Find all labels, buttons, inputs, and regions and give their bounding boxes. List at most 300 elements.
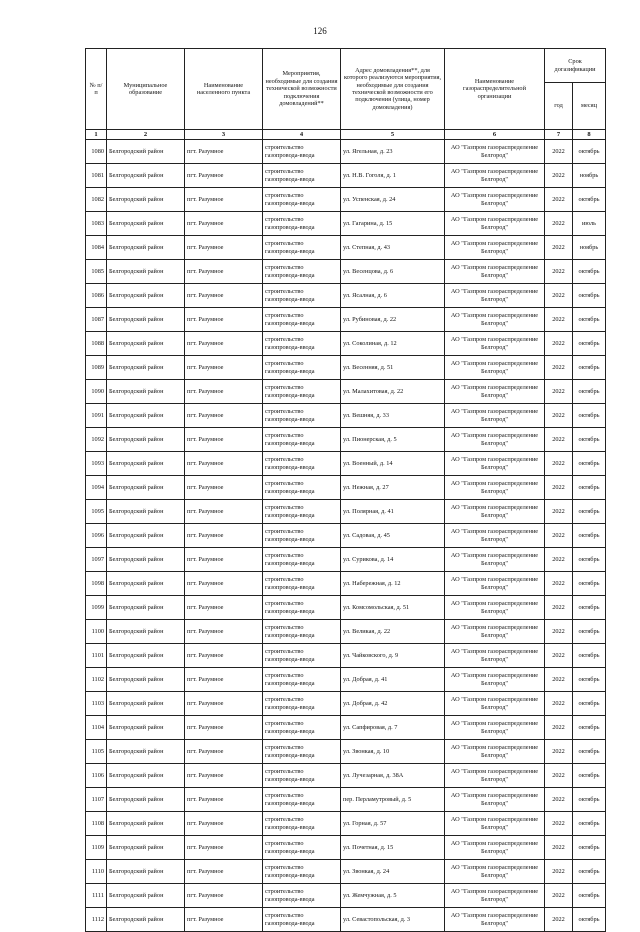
year-cell: 2022	[545, 884, 573, 908]
table-row	[86, 644, 606, 668]
organization-cell: АО "Газпром газораспределение Белгород"	[445, 644, 545, 668]
organization-cell: АО "Газпром газораспределение Белгород"	[445, 692, 545, 716]
organization-cell: АО "Газпром газораспределение Белгород"	[445, 308, 545, 332]
address-cell: ул. Набережная, д. 12	[341, 572, 445, 596]
municipality-cell: Белгородский район	[107, 332, 185, 356]
settlement-cell: пгт. Разумное	[185, 836, 263, 860]
organization-cell: АО "Газпром газораспределение Белгород"	[445, 140, 545, 164]
organization-cell: АО "Газпром газораспределение Белгород"	[445, 716, 545, 740]
row-number: 1086	[86, 284, 107, 308]
address-cell: ул. Полярная, д. 41	[341, 500, 445, 524]
address-cell: ул. Ясалная, д. 6	[341, 284, 445, 308]
column-number: 7	[545, 130, 573, 140]
municipality-cell: Белгородский район	[107, 620, 185, 644]
row-number: 1088	[86, 332, 107, 356]
table-row	[86, 428, 606, 452]
header-num: № п/п	[86, 49, 107, 130]
year-cell: 2022	[545, 668, 573, 692]
organization-cell: АО "Газпром газораспределение Белгород"	[445, 452, 545, 476]
settlement-cell: пгт. Разумное	[185, 812, 263, 836]
address-cell: ул. Успенская, д. 24	[341, 188, 445, 212]
month-cell: октябрь	[573, 788, 606, 812]
municipality-cell: Белгородский район	[107, 140, 185, 164]
organization-cell: АО "Газпром газораспределение Белгород"	[445, 812, 545, 836]
year-cell: 2022	[545, 404, 573, 428]
municipality-cell: Белгородский район	[107, 308, 185, 332]
table-row	[86, 356, 606, 380]
table-row	[86, 572, 606, 596]
measure-cell: строительство газопровода-ввода	[263, 572, 341, 596]
year-cell: 2022	[545, 572, 573, 596]
measure-cell: строительство газопровода-ввода	[263, 212, 341, 236]
municipality-cell: Белгородский район	[107, 524, 185, 548]
measure-cell: строительство газопровода-ввода	[263, 356, 341, 380]
table-row	[86, 788, 606, 812]
row-number: 1105	[86, 740, 107, 764]
month-cell: октябрь	[573, 692, 606, 716]
month-cell: октябрь	[573, 812, 606, 836]
row-number: 1108	[86, 812, 107, 836]
organization-cell: АО "Газпром газораспределение Белгород"	[445, 836, 545, 860]
month-cell: октябрь	[573, 572, 606, 596]
municipality-cell: Белгородский район	[107, 836, 185, 860]
month-cell: октябрь	[573, 836, 606, 860]
table-row	[86, 500, 606, 524]
row-number: 1107	[86, 788, 107, 812]
measure-cell: строительство газопровода-ввода	[263, 668, 341, 692]
row-number: 1085	[86, 260, 107, 284]
measure-cell: строительство газопровода-ввода	[263, 908, 341, 932]
address-cell: ул. Рубиновая, д. 22	[341, 308, 445, 332]
settlement-cell: пгт. Разумное	[185, 572, 263, 596]
row-number: 1098	[86, 572, 107, 596]
year-cell: 2022	[545, 260, 573, 284]
table-row	[86, 596, 606, 620]
address-cell: ул. Чайковского, д. 9	[341, 644, 445, 668]
year-cell: 2022	[545, 692, 573, 716]
row-number: 1111	[86, 884, 107, 908]
settlement-cell: пгт. Разумное	[185, 188, 263, 212]
month-cell: октябрь	[573, 716, 606, 740]
municipality-cell: Белгородский район	[107, 164, 185, 188]
table-row	[86, 140, 606, 164]
address-cell: ул. Горная, д. 57	[341, 812, 445, 836]
year-cell: 2022	[545, 524, 573, 548]
settlement-cell: пгт. Разумное	[185, 452, 263, 476]
month-cell: октябрь	[573, 308, 606, 332]
municipality-cell: Белгородский район	[107, 596, 185, 620]
page-number: 126	[313, 26, 327, 36]
header-settlement: Наименование населенного пункта	[185, 49, 263, 130]
address-cell: пер. Перламутровый, д. 5	[341, 788, 445, 812]
settlement-cell: пгт. Разумное	[185, 356, 263, 380]
row-number: 1082	[86, 188, 107, 212]
row-number: 1093	[86, 452, 107, 476]
table-row	[86, 620, 606, 644]
year-cell: 2022	[545, 212, 573, 236]
organization-cell: АО "Газпром газораспределение Белгород"	[445, 548, 545, 572]
table-row	[86, 908, 606, 932]
month-cell: октябрь	[573, 356, 606, 380]
organization-cell: АО "Газпром газораспределение Белгород"	[445, 668, 545, 692]
table-row	[86, 260, 606, 284]
address-cell: ул. Севастопольская, д. 3	[341, 908, 445, 932]
municipality-cell: Белгородский район	[107, 908, 185, 932]
month-cell: октябрь	[573, 404, 606, 428]
measure-cell: строительство газопровода-ввода	[263, 332, 341, 356]
settlement-cell: пгт. Разумное	[185, 596, 263, 620]
year-cell: 2022	[545, 812, 573, 836]
measure-cell: строительство газопровода-ввода	[263, 500, 341, 524]
settlement-cell: пгт. Разумное	[185, 548, 263, 572]
header-deadline: Срок догазификации	[545, 49, 606, 83]
table-row	[86, 524, 606, 548]
column-number: 2	[107, 130, 185, 140]
table-row	[86, 188, 606, 212]
organization-cell: АО "Газпром газораспределение Белгород"	[445, 788, 545, 812]
header-municipality: Муниципальное образование	[107, 49, 185, 130]
municipality-cell: Белгородский район	[107, 260, 185, 284]
year-cell: 2022	[545, 236, 573, 260]
measure-cell: строительство газопровода-ввода	[263, 812, 341, 836]
year-cell: 2022	[545, 500, 573, 524]
settlement-cell: пгт. Разумное	[185, 620, 263, 644]
settlement-cell: пгт. Разумное	[185, 332, 263, 356]
address-cell: ул. Весенняя, д. 51	[341, 356, 445, 380]
municipality-cell: Белгородский район	[107, 572, 185, 596]
organization-cell: АО "Газпром газораспределение Белгород"	[445, 620, 545, 644]
settlement-cell: пгт. Разумное	[185, 236, 263, 260]
column-number: 3	[185, 130, 263, 140]
year-cell: 2022	[545, 452, 573, 476]
month-cell: октябрь	[573, 764, 606, 788]
row-number: 1080	[86, 140, 107, 164]
month-cell: июль	[573, 212, 606, 236]
organization-cell: АО "Газпром газораспределение Белгород"	[445, 524, 545, 548]
address-cell: ул. Сурикова, д. 14	[341, 548, 445, 572]
address-cell: ул. Жемчужная, д. 5	[341, 884, 445, 908]
settlement-cell: пгт. Разумное	[185, 404, 263, 428]
month-cell: октябрь	[573, 188, 606, 212]
municipality-cell: Белгородский район	[107, 788, 185, 812]
table-row	[86, 884, 606, 908]
row-number: 1103	[86, 692, 107, 716]
row-number: 1099	[86, 596, 107, 620]
year-cell: 2022	[545, 836, 573, 860]
organization-cell: АО "Газпром газораспределение Белгород"	[445, 236, 545, 260]
organization-cell: АО "Газпром газораспределение Белгород"	[445, 260, 545, 284]
address-cell: ул. Вешняя, д. 33	[341, 404, 445, 428]
measure-cell: строительство газопровода-ввода	[263, 788, 341, 812]
header-measures: Мероприятия, необходимые для создания технической возможности подключения домовладений**	[263, 49, 341, 130]
measure-cell: строительство газопровода-ввода	[263, 860, 341, 884]
organization-cell: АО "Газпром газораспределение Белгород"	[445, 332, 545, 356]
measure-cell: строительство газопровода-ввода	[263, 524, 341, 548]
year-cell: 2022	[545, 860, 573, 884]
row-number: 1081	[86, 164, 107, 188]
measure-cell: строительство газопровода-ввода	[263, 596, 341, 620]
table-row	[86, 164, 606, 188]
month-cell: октябрь	[573, 140, 606, 164]
year-cell: 2022	[545, 428, 573, 452]
organization-cell: АО "Газпром газораспределение Белгород"	[445, 212, 545, 236]
table-row	[86, 860, 606, 884]
row-number: 1090	[86, 380, 107, 404]
measure-cell: строительство газопровода-ввода	[263, 284, 341, 308]
column-number: 8	[573, 130, 606, 140]
municipality-cell: Белгородский район	[107, 380, 185, 404]
year-cell: 2022	[545, 356, 573, 380]
measure-cell: строительство газопровода-ввода	[263, 236, 341, 260]
address-cell: ул. Н.В. Гоголя, д. 1	[341, 164, 445, 188]
month-cell: октябрь	[573, 452, 606, 476]
column-number: 1	[86, 130, 107, 140]
month-cell: октябрь	[573, 380, 606, 404]
month-cell: октябрь	[573, 500, 606, 524]
municipality-cell: Белгородский район	[107, 428, 185, 452]
row-number: 1101	[86, 644, 107, 668]
measure-cell: строительство газопровода-ввода	[263, 620, 341, 644]
row-number: 1089	[86, 356, 107, 380]
address-cell: ул. Лучезарная, д. 38А	[341, 764, 445, 788]
address-cell: ул. Почетная, д. 15	[341, 836, 445, 860]
year-cell: 2022	[545, 164, 573, 188]
measure-cell: строительство газопровода-ввода	[263, 740, 341, 764]
address-cell: ул. Ягельная, д. 23	[341, 140, 445, 164]
year-cell: 2022	[545, 284, 573, 308]
municipality-cell: Белгородский район	[107, 740, 185, 764]
municipality-cell: Белгородский район	[107, 812, 185, 836]
settlement-cell: пгт. Разумное	[185, 164, 263, 188]
settlement-cell: пгт. Разумное	[185, 428, 263, 452]
municipality-cell: Белгородский район	[107, 236, 185, 260]
row-number: 1095	[86, 500, 107, 524]
organization-cell: АО "Газпром газораспределение Белгород"	[445, 356, 545, 380]
row-number: 1097	[86, 548, 107, 572]
municipality-cell: Белгородский район	[107, 644, 185, 668]
year-cell: 2022	[545, 620, 573, 644]
organization-cell: АО "Газпром газораспределение Белгород"	[445, 164, 545, 188]
year-cell: 2022	[545, 380, 573, 404]
municipality-cell: Белгородский район	[107, 884, 185, 908]
address-cell: ул. Соколиная, д. 12	[341, 332, 445, 356]
organization-cell: АО "Газпром газораспределение Белгород"	[445, 860, 545, 884]
row-number: 1096	[86, 524, 107, 548]
table-row	[86, 380, 606, 404]
year-cell: 2022	[545, 716, 573, 740]
organization-cell: АО "Газпром газораспределение Белгород"	[445, 188, 545, 212]
month-cell: октябрь	[573, 428, 606, 452]
measure-cell: строительство газопровода-ввода	[263, 164, 341, 188]
settlement-cell: пгт. Разумное	[185, 140, 263, 164]
column-number: 5	[341, 130, 445, 140]
address-cell: ул. Добрая, д. 41	[341, 668, 445, 692]
month-cell: ноябрь	[573, 164, 606, 188]
settlement-cell: пгт. Разумное	[185, 284, 263, 308]
organization-cell: АО "Газпром газораспределение Белгород"	[445, 908, 545, 932]
gasification-table	[85, 48, 606, 932]
header-month: месяц	[573, 83, 606, 130]
municipality-cell: Белгородский район	[107, 764, 185, 788]
month-cell: октябрь	[573, 548, 606, 572]
month-cell: октябрь	[573, 596, 606, 620]
municipality-cell: Белгородский район	[107, 860, 185, 884]
table-row	[86, 548, 606, 572]
table-row	[86, 836, 606, 860]
settlement-cell: пгт. Разумное	[185, 668, 263, 692]
measure-cell: строительство газопровода-ввода	[263, 836, 341, 860]
address-cell: ул. Нежная, д. 27	[341, 476, 445, 500]
year-cell: 2022	[545, 476, 573, 500]
settlement-cell: пгт. Разумное	[185, 308, 263, 332]
header-year: год	[545, 83, 573, 130]
year-cell: 2022	[545, 908, 573, 932]
year-cell: 2022	[545, 308, 573, 332]
month-cell: октябрь	[573, 524, 606, 548]
measure-cell: строительство газопровода-ввода	[263, 428, 341, 452]
measure-cell: строительство газопровода-ввода	[263, 140, 341, 164]
municipality-cell: Белгородский район	[107, 716, 185, 740]
measure-cell: строительство газопровода-ввода	[263, 260, 341, 284]
table-row	[86, 212, 606, 236]
row-number: 1094	[86, 476, 107, 500]
municipality-cell: Белгородский район	[107, 668, 185, 692]
column-number: 6	[445, 130, 545, 140]
organization-cell: АО "Газпром газораспределение Белгород"	[445, 380, 545, 404]
settlement-cell: пгт. Разумное	[185, 476, 263, 500]
header-address: Адрес домовладения**, для которого реализуются мероприятия, необходимые для создания технической возможности его подключения (улица, номер домовладения)	[341, 49, 445, 130]
municipality-cell: Белгородский район	[107, 692, 185, 716]
settlement-cell: пгт. Разумное	[185, 764, 263, 788]
table-row	[86, 236, 606, 260]
settlement-cell: пгт. Разумное	[185, 380, 263, 404]
measure-cell: строительство газопровода-ввода	[263, 308, 341, 332]
address-cell: ул. Комсомольская, д. 51	[341, 596, 445, 620]
month-cell: октябрь	[573, 908, 606, 932]
measure-cell: строительство газопровода-ввода	[263, 404, 341, 428]
organization-cell: АО "Газпром газораспределение Белгород"	[445, 500, 545, 524]
measure-cell: строительство газопровода-ввода	[263, 452, 341, 476]
address-cell: ул. Весенцова, д. 6	[341, 260, 445, 284]
settlement-cell: пгт. Разумное	[185, 212, 263, 236]
address-cell: ул. Степная, д. 43	[341, 236, 445, 260]
row-number: 1106	[86, 764, 107, 788]
organization-cell: АО "Газпром газораспределение Белгород"	[445, 404, 545, 428]
address-cell: ул. Садовая, д. 45	[341, 524, 445, 548]
row-number: 1092	[86, 428, 107, 452]
month-cell: октябрь	[573, 476, 606, 500]
table-row	[86, 764, 606, 788]
municipality-cell: Белгородский район	[107, 212, 185, 236]
measure-cell: строительство газопровода-ввода	[263, 764, 341, 788]
month-cell: октябрь	[573, 860, 606, 884]
address-cell: ул. Сапфировая, д. 7	[341, 716, 445, 740]
measure-cell: строительство газопровода-ввода	[263, 884, 341, 908]
row-number: 1091	[86, 404, 107, 428]
settlement-cell: пгт. Разумное	[185, 524, 263, 548]
measure-cell: строительство газопровода-ввода	[263, 692, 341, 716]
table-row	[86, 308, 606, 332]
year-cell: 2022	[545, 548, 573, 572]
year-cell: 2022	[545, 140, 573, 164]
settlement-cell: пгт. Разумное	[185, 644, 263, 668]
row-number: 1110	[86, 860, 107, 884]
municipality-cell: Белгородский район	[107, 500, 185, 524]
measure-cell: строительство газопровода-ввода	[263, 716, 341, 740]
municipality-cell: Белгородский район	[107, 548, 185, 572]
municipality-cell: Белгородский район	[107, 284, 185, 308]
month-cell: октябрь	[573, 620, 606, 644]
year-cell: 2022	[545, 188, 573, 212]
year-cell: 2022	[545, 332, 573, 356]
header-row	[86, 49, 606, 83]
organization-cell: АО "Газпром газораспределение Белгород"	[445, 884, 545, 908]
municipality-cell: Белгородский район	[107, 188, 185, 212]
municipality-cell: Белгородский район	[107, 356, 185, 380]
month-cell: октябрь	[573, 260, 606, 284]
row-number: 1087	[86, 308, 107, 332]
organization-cell: АО "Газпром газораспределение Белгород"	[445, 596, 545, 620]
year-cell: 2022	[545, 740, 573, 764]
organization-cell: АО "Газпром газораспределение Белгород"	[445, 740, 545, 764]
municipality-cell: Белгородский район	[107, 404, 185, 428]
measure-cell: строительство газопровода-ввода	[263, 476, 341, 500]
address-cell: ул. Звонкая, д. 24	[341, 860, 445, 884]
month-cell: ноябрь	[573, 236, 606, 260]
year-cell: 2022	[545, 788, 573, 812]
address-cell: ул. Добрая, д. 42	[341, 692, 445, 716]
table-row	[86, 404, 606, 428]
settlement-cell: пгт. Разумное	[185, 860, 263, 884]
settlement-cell: пгт. Разумное	[185, 884, 263, 908]
table-row	[86, 692, 606, 716]
address-cell: ул. Великая, д. 22	[341, 620, 445, 644]
year-cell: 2022	[545, 644, 573, 668]
settlement-cell: пгт. Разумное	[185, 908, 263, 932]
row-number: 1100	[86, 620, 107, 644]
organization-cell: АО "Газпром газораспределение Белгород"	[445, 476, 545, 500]
year-cell: 2022	[545, 596, 573, 620]
table-row	[86, 284, 606, 308]
month-cell: октябрь	[573, 740, 606, 764]
address-cell: ул. Звонкая, д. 10	[341, 740, 445, 764]
table-row	[86, 812, 606, 836]
municipality-cell: Белгородский район	[107, 452, 185, 476]
table-row	[86, 668, 606, 692]
municipality-cell: Белгородский район	[107, 476, 185, 500]
table-row	[86, 740, 606, 764]
organization-cell: АО "Газпром газораспределение Белгород"	[445, 428, 545, 452]
measure-cell: строительство газопровода-ввода	[263, 380, 341, 404]
month-cell: октябрь	[573, 284, 606, 308]
settlement-cell: пгт. Разумное	[185, 692, 263, 716]
row-number: 1109	[86, 836, 107, 860]
table-row	[86, 452, 606, 476]
table-row	[86, 332, 606, 356]
organization-cell: АО "Газпром газораспределение Белгород"	[445, 764, 545, 788]
measure-cell: строительство газопровода-ввода	[263, 188, 341, 212]
measure-cell: строительство газопровода-ввода	[263, 548, 341, 572]
month-cell: октябрь	[573, 332, 606, 356]
measure-cell: строительство газопровода-ввода	[263, 644, 341, 668]
organization-cell: АО "Газпром газораспределение Белгород"	[445, 284, 545, 308]
row-number: 1112	[86, 908, 107, 932]
header-organization: Наименование газораспределительной организации	[445, 49, 545, 130]
settlement-cell: пгт. Разумное	[185, 500, 263, 524]
column-number: 4	[263, 130, 341, 140]
address-cell: ул. Малахитовая, д. 22	[341, 380, 445, 404]
address-cell: ул. Пионерская, д. 5	[341, 428, 445, 452]
